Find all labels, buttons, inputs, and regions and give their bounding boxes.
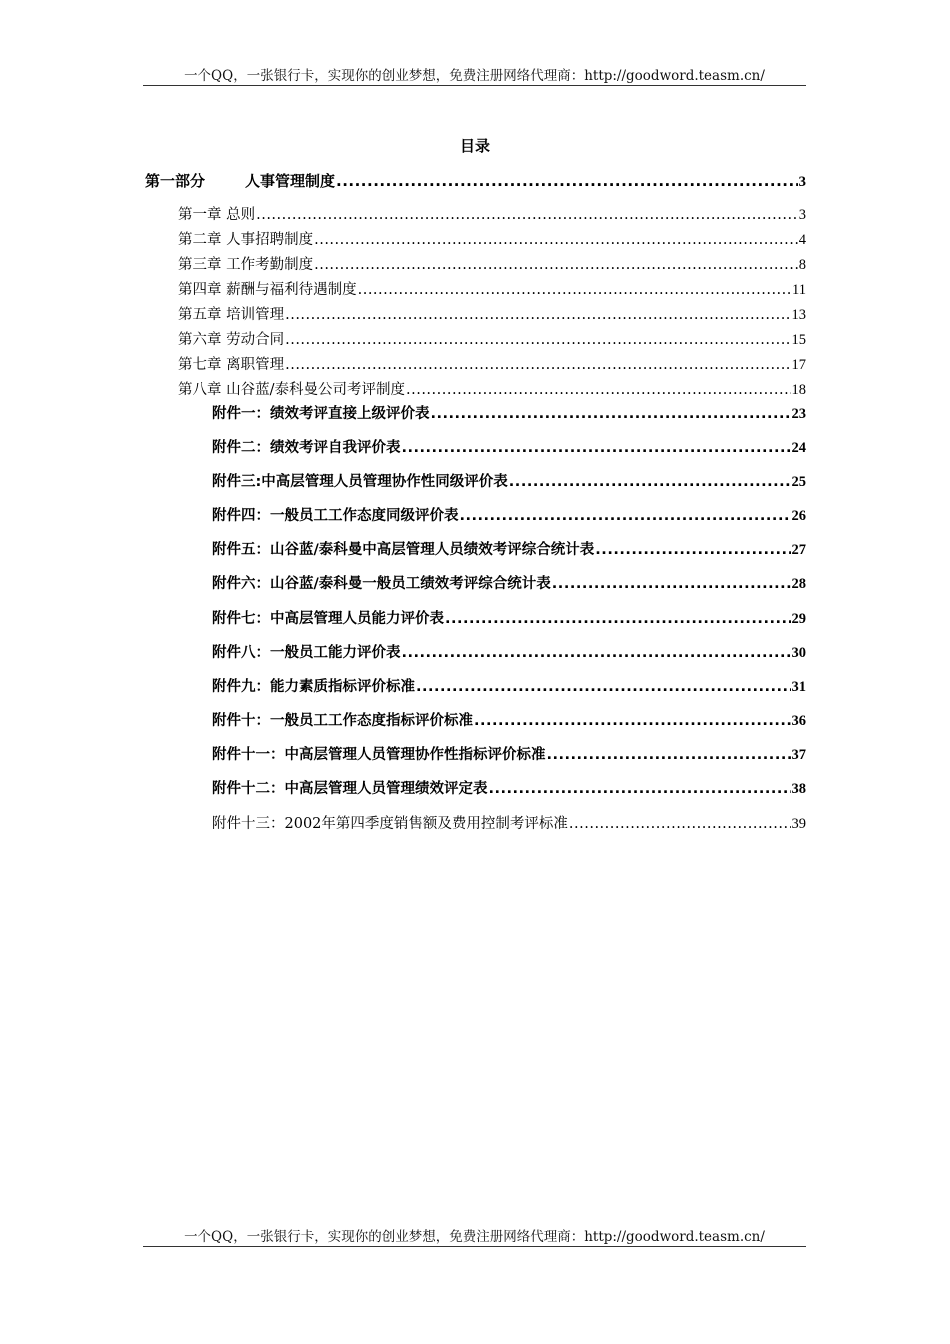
page-number: 31: [791, 679, 806, 695]
part-label: 第一部分: [145, 172, 206, 190]
attachment-title: 附件十二：中高层管理人员管理绩效评定表: [212, 781, 488, 797]
attachment-title: 附件七：中高层管理人员能力评价表: [212, 611, 444, 627]
toc-part-entry[interactable]: [145, 171, 806, 191]
chapter-title: 第一章 总则: [178, 207, 256, 223]
page-number: 11: [792, 282, 806, 298]
toc-attachment-entry[interactable]: [212, 574, 806, 594]
dot-leader: [285, 355, 790, 375]
page-number: 37: [791, 747, 806, 763]
chapter-title: 第五章 培训管理: [178, 307, 285, 323]
toc-attachment-entry[interactable]: [212, 643, 806, 663]
attachment-title: 附件一：绩效考评直接上级评价表: [212, 406, 430, 422]
attachment-title: 附件六：山谷蓝/泰科曼一般员工绩效考评综合统计表: [212, 576, 551, 592]
dot-leader: [406, 380, 791, 400]
dot-leader: [416, 677, 791, 697]
toc-attachment-entry[interactable]: [212, 814, 806, 834]
toc-chapter-entry[interactable]: [178, 205, 806, 225]
toc-chapter-entry[interactable]: [178, 255, 806, 275]
toc-chapter-entry[interactable]: [178, 330, 806, 350]
page-number: 39: [791, 816, 806, 832]
page-number: 3: [798, 207, 806, 223]
dot-leader: [569, 814, 791, 834]
dot-leader: [552, 574, 791, 594]
page-number: 3: [798, 174, 806, 190]
page-number: 25: [791, 474, 806, 490]
attachment-title: 附件三:中高层管理人员管理协作性同级评价表: [212, 474, 508, 490]
toc-attachment-entry[interactable]: [212, 745, 806, 765]
toc-chapter-entry[interactable]: [178, 305, 806, 325]
dot-leader: [474, 711, 791, 731]
dot-leader: [256, 205, 798, 225]
attachment-title: 附件八：一般员工能力评价表: [212, 645, 401, 661]
dot-leader: [460, 506, 791, 526]
page-number: 4: [798, 232, 806, 248]
toc-attachment-entry[interactable]: [212, 472, 806, 492]
dot-leader: [431, 404, 791, 424]
dot-leader: [402, 643, 791, 663]
dot-leader: [489, 779, 791, 799]
footer-rule: [143, 1246, 806, 1247]
attachment-title: 附件十一：中高层管理人员管理协作性指标评价标准: [212, 747, 546, 763]
dot-leader: [358, 280, 791, 300]
attachment-title: 附件十：一般员工工作态度指标评价标准: [212, 713, 473, 729]
chapter-title: 第二章 人事招聘制度: [178, 232, 314, 248]
chapter-title: 第六章 劳动合同: [178, 332, 285, 348]
page-number: 36: [791, 713, 806, 729]
page-number: 17: [791, 357, 806, 373]
page-number: 23: [791, 406, 806, 422]
chapter-title: 第八章 山谷蓝/泰科曼公司考评制度: [178, 382, 405, 398]
toc-attachment-entry[interactable]: [212, 711, 806, 731]
part-title: 人事管理制度: [245, 172, 336, 190]
chapter-title: 第七章 离职管理: [178, 357, 285, 373]
page-number: 27: [791, 542, 806, 558]
toc-chapter-entry[interactable]: [178, 230, 806, 250]
dot-leader: [314, 230, 798, 250]
dot-leader: [547, 745, 791, 765]
page-footer-text: 一个QQ，一张银行卡，实现你的创业梦想，免费注册网络代理商：http://goodword.teasm.cn/: [184, 1229, 765, 1245]
toc-attachment-entry[interactable]: [212, 506, 806, 526]
toc-attachment-entry[interactable]: [212, 404, 806, 424]
page-number: 26: [791, 508, 806, 524]
toc-attachment-entry[interactable]: [212, 438, 806, 458]
attachment-title: 附件五：山谷蓝/泰科曼中高层管理人员绩效考评综合统计表: [212, 542, 595, 558]
attachment-title: 附件十三：2002年第四季度销售额及费用控制考评标准: [212, 816, 568, 832]
chapter-title: 第三章 工作考勤制度: [178, 257, 314, 273]
dot-leader: [595, 540, 790, 560]
attachment-title: 附件二：绩效考评自我评价表: [212, 440, 401, 456]
page-number: 8: [798, 257, 806, 273]
attachment-title: 附件九：能力素质指标评价标准: [212, 679, 415, 695]
page-number: 24: [791, 440, 806, 456]
page-number: 13: [791, 307, 806, 323]
page-number: 28: [791, 576, 806, 592]
page-number: 15: [791, 332, 806, 348]
chapter-title: 第四章 薪酬与福利待遇制度: [178, 282, 357, 298]
page-header-text: 一个QQ，一张银行卡，实现你的创业梦想，免费注册网络代理商：http://goodword.teasm.cn/: [184, 68, 765, 84]
dot-leader: [445, 609, 791, 629]
dot-leader: [285, 305, 790, 325]
dot-leader: [509, 472, 791, 492]
toc-attachment-entry[interactable]: [212, 609, 806, 629]
dot-leader: [285, 330, 790, 350]
toc-attachment-entry[interactable]: [212, 779, 806, 799]
dot-leader: [314, 255, 798, 275]
toc-chapter-entry[interactable]: [178, 380, 806, 400]
toc-attachment-entry[interactable]: [212, 540, 806, 560]
toc-attachment-entry[interactable]: [212, 677, 806, 697]
page-number: 18: [791, 382, 806, 398]
page-number: 29: [791, 611, 806, 627]
toc-chapter-entry[interactable]: [178, 355, 806, 375]
toc-title: 目录: [459, 137, 490, 155]
toc-chapter-entry[interactable]: [178, 280, 806, 300]
page-number: 30: [791, 645, 806, 661]
dot-leader: [402, 438, 791, 458]
page-number: 38: [791, 781, 806, 797]
dot-leader: [336, 171, 797, 191]
attachment-title: 附件四：一般员工工作态度同级评价表: [212, 508, 459, 524]
header-rule: [143, 85, 806, 86]
